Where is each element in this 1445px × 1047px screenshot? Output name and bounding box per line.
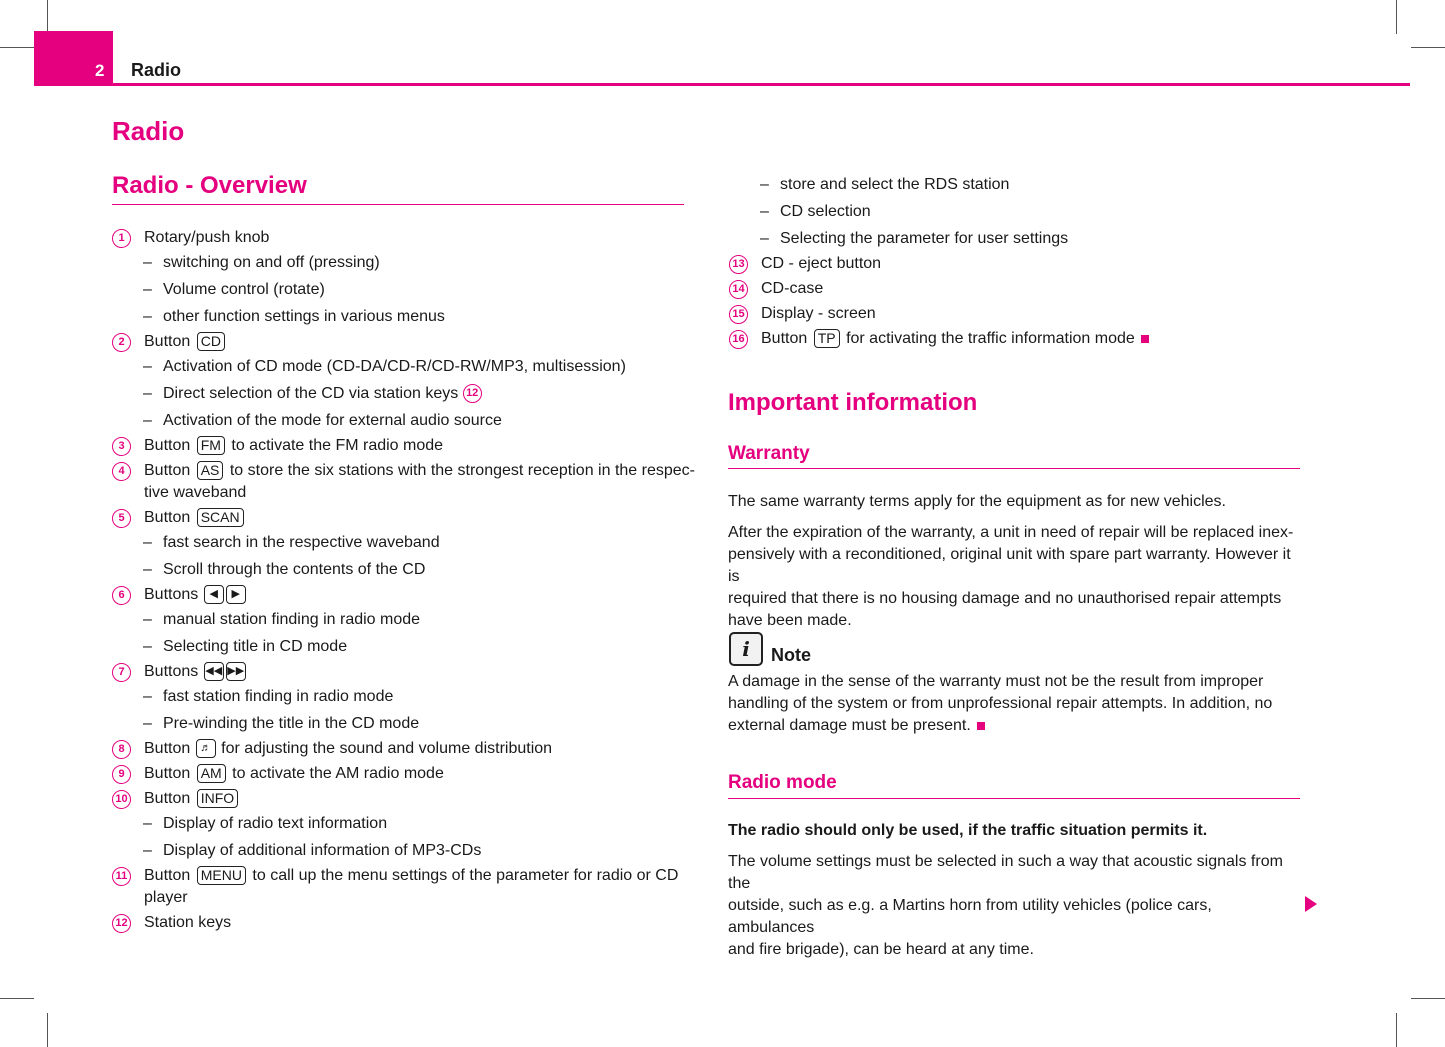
list-item	[115, 912, 232, 934]
item-prefix: Button	[144, 740, 191, 757]
item-number: 16	[729, 330, 748, 349]
key-label: CD	[197, 332, 225, 351]
item-text: manual station finding in radio mode	[163, 611, 421, 628]
item-text: Display - screen	[761, 305, 876, 322]
warranty-title-wrap	[728, 443, 810, 465]
warranty-paragraph-2	[728, 522, 1300, 632]
note-paragraph	[728, 671, 1300, 737]
list-sub-item	[143, 636, 347, 658]
dash-marker: –	[143, 611, 152, 628]
warranty-title: Warranty	[728, 443, 810, 464]
list-sub-item	[143, 686, 393, 708]
radio-mode-rule	[728, 798, 1300, 799]
item-number: 8	[112, 740, 131, 759]
key-label: AM	[197, 764, 226, 783]
dash-marker: –	[143, 842, 152, 859]
list-item	[118, 435, 444, 457]
list-sub-item	[143, 383, 482, 405]
item-number: 12	[112, 914, 131, 933]
item-text: Rotary/push knob	[144, 229, 270, 246]
text-line-content: external damage must be present.	[728, 717, 971, 734]
item-prefix: Button	[144, 333, 191, 350]
dash-marker: –	[143, 254, 152, 271]
key-label: TP	[814, 329, 840, 348]
item-prefix: Button	[144, 462, 191, 479]
item-number: 15	[729, 305, 748, 324]
list-sub-item	[760, 174, 1009, 196]
dash-marker: –	[143, 715, 152, 732]
key-symbol-icon: ▶	[226, 585, 246, 604]
list-sub-item	[143, 532, 440, 554]
warranty-paragraph-1: The same warranty terms apply for the equipment as for new vehicles.	[728, 493, 1226, 510]
item-suffix: for adjusting the sound and volume distribution	[221, 740, 553, 757]
warranty-rule	[728, 468, 1300, 469]
item-text: CD-case	[761, 280, 824, 297]
dash-marker: –	[143, 561, 152, 578]
item-suffix: to activate the FM radio mode	[231, 437, 444, 454]
item-suffix: to call up the menu settings of the parameter for radio or CD	[252, 867, 679, 884]
crop-mark	[1396, 1013, 1397, 1047]
item-text: Activation of the mode for external audio source	[163, 412, 502, 429]
list-sub-item	[143, 252, 380, 274]
dash-marker: –	[143, 385, 152, 402]
item-text: CD selection	[780, 203, 871, 220]
item-text: Selecting the parameter for user settings	[780, 230, 1069, 247]
list-item	[118, 507, 246, 529]
important-title-wrap	[728, 389, 977, 417]
key-label: AS	[197, 461, 224, 480]
list-sub-item	[143, 306, 445, 328]
item-text: Station keys	[144, 914, 232, 931]
list-sub-item	[143, 356, 626, 378]
text-line: handling of the system or from unprofessional repair attempts. In addition, no	[728, 695, 1273, 712]
list-item	[115, 788, 240, 810]
list-item	[118, 227, 270, 249]
dash-marker: –	[760, 230, 769, 247]
list-sub-item	[143, 559, 425, 581]
list-sub-item	[143, 609, 420, 631]
list-item	[118, 661, 247, 683]
text-line: required that there is no housing damage and no unauthorised repair attempts	[728, 590, 1282, 607]
list-sub-item	[143, 713, 419, 735]
list-item	[732, 328, 1149, 350]
overview-title-wrap	[112, 172, 307, 200]
crop-mark	[1411, 998, 1445, 999]
dash-marker: –	[143, 281, 152, 298]
item-text: Pre-winding the title in the CD mode	[163, 715, 420, 732]
crop-mark	[47, 0, 48, 34]
crop-mark	[0, 998, 34, 999]
item-text: Display of radio text information	[163, 815, 388, 832]
item-number: 11	[112, 867, 131, 886]
item-number: 10	[112, 790, 131, 809]
text-line	[728, 715, 1300, 737]
item-text: Display of additional information of MP3-CDs	[163, 842, 482, 859]
list-sub-item	[143, 840, 481, 862]
crop-mark	[47, 1013, 48, 1047]
crop-mark	[1411, 47, 1445, 48]
dash-marker: –	[143, 815, 152, 832]
radio-mode-paragraph	[728, 851, 1300, 961]
item-prefix: Buttons	[144, 586, 199, 603]
key-symbol-icon: ◀	[204, 585, 224, 604]
important-title: Important information	[728, 389, 978, 416]
dash-marker: –	[143, 358, 152, 375]
overview-title: Radio - Overview	[112, 172, 307, 199]
item-number: 6	[112, 586, 131, 605]
text-line: The volume settings must be selected in such a way that acoustic signals from the	[728, 853, 1283, 892]
list-item	[732, 278, 824, 300]
item-suffix: to activate the AM radio mode	[232, 765, 444, 782]
item-text: fast search in the respective waveband	[163, 534, 440, 551]
item-text: Activation of CD mode (CD-DA/CD-R/CD-RW/MP3, multisession)	[163, 358, 626, 375]
overview-rule	[112, 204, 684, 205]
item-text: Scroll through the contents of the CD	[163, 561, 426, 578]
item-continuation: player	[144, 889, 188, 906]
item-text: switching on and off (pressing)	[163, 254, 380, 271]
text-line: A damage in the sense of the warranty must not be the result from improper	[728, 673, 1264, 690]
key-symbol-icon: ◀◀	[204, 662, 224, 681]
radio-mode-title: Radio mode	[728, 772, 837, 793]
item-prefix: Button	[144, 765, 191, 782]
info-icon: i	[729, 632, 763, 666]
dash-marker: –	[143, 688, 152, 705]
list-item	[118, 584, 247, 606]
key-label: SCAN	[197, 508, 244, 527]
list-item	[118, 460, 695, 504]
item-number: 3	[112, 437, 131, 456]
item-text: Selecting title in CD mode	[163, 638, 348, 655]
list-item	[732, 253, 882, 275]
list-item	[115, 865, 679, 909]
item-number: 7	[112, 663, 131, 682]
list-item	[118, 738, 553, 760]
dash-marker: –	[760, 176, 769, 193]
key-label: MENU	[197, 866, 246, 885]
key-symbol-icon: ♬	[196, 739, 216, 758]
running-head: Radio	[131, 60, 182, 80]
item-number: 4	[112, 462, 131, 481]
crop-mark	[1396, 0, 1397, 34]
page-number: 2	[95, 61, 105, 80]
list-item	[118, 763, 444, 785]
continue-arrow-icon	[1305, 896, 1317, 912]
key-label: INFO	[197, 789, 238, 808]
radio-mode-title-wrap	[728, 772, 837, 794]
list-sub-item	[760, 228, 1068, 250]
item-suffix: for activating the traffic information mode	[846, 330, 1135, 347]
list-sub-item	[143, 813, 387, 835]
section-end-mark	[977, 722, 985, 730]
crop-mark	[0, 47, 34, 48]
list-sub-item	[760, 201, 871, 223]
text-line: outside, such as e.g. a Martins horn from utility vehicles (police cars, ambulances	[728, 897, 1212, 936]
radio-mode-warning: The radio should only be used, if the traffic situation permits it.	[728, 822, 1208, 839]
text-line: pensively with a reconditioned, original unit with spare part warranty. However it is	[728, 546, 1291, 585]
dash-marker: –	[760, 203, 769, 220]
list-item	[118, 331, 227, 353]
text-line: and fire brigade), can be heard at any time.	[728, 941, 1034, 958]
item-suffix: to store the six stations with the strongest reception in the respec-	[229, 462, 695, 479]
text-line: After the expiration of the warranty, a unit in need of repair will be replaced inex-	[728, 524, 1294, 541]
item-number: 1	[112, 229, 131, 248]
item-number: 2	[112, 333, 131, 352]
item-text: Volume control (rotate)	[163, 281, 325, 298]
header-rule	[34, 83, 1410, 86]
chapter-title: Radio	[112, 116, 185, 146]
list-item	[732, 303, 876, 325]
item-prefix: Button	[144, 437, 191, 454]
chapter-title-wrap	[112, 116, 184, 147]
item-prefix: Button	[144, 790, 191, 807]
item-text: fast station finding in radio mode	[163, 688, 394, 705]
item-number: 14	[729, 280, 748, 299]
text-line: have been made.	[728, 612, 852, 629]
item-number: 5	[112, 509, 131, 528]
item-text: Direct selection of the CD via station keys	[163, 385, 459, 402]
dash-marker: –	[143, 638, 152, 655]
reference-number: 12	[463, 384, 482, 403]
list-sub-item	[143, 279, 325, 301]
item-prefix: Button	[144, 867, 191, 884]
item-text: store and select the RDS station	[780, 176, 1010, 193]
item-prefix: Button	[144, 509, 191, 526]
dash-marker: –	[143, 308, 152, 325]
list-sub-item	[143, 410, 502, 432]
item-prefix: Button	[761, 330, 808, 347]
key-symbol-icon: ▶▶	[226, 662, 246, 681]
item-text: other function settings in various menus	[163, 308, 445, 325]
item-number: 9	[112, 765, 131, 784]
dash-marker: –	[143, 412, 152, 429]
dash-marker: –	[143, 534, 152, 551]
section-end-mark	[1141, 335, 1149, 343]
item-prefix: Buttons	[144, 663, 199, 680]
item-continuation: tive waveband	[144, 484, 247, 501]
item-text: CD - eject button	[761, 255, 882, 272]
item-number: 13	[729, 255, 748, 274]
note-title: Note	[771, 645, 811, 665]
key-label: FM	[197, 436, 225, 455]
